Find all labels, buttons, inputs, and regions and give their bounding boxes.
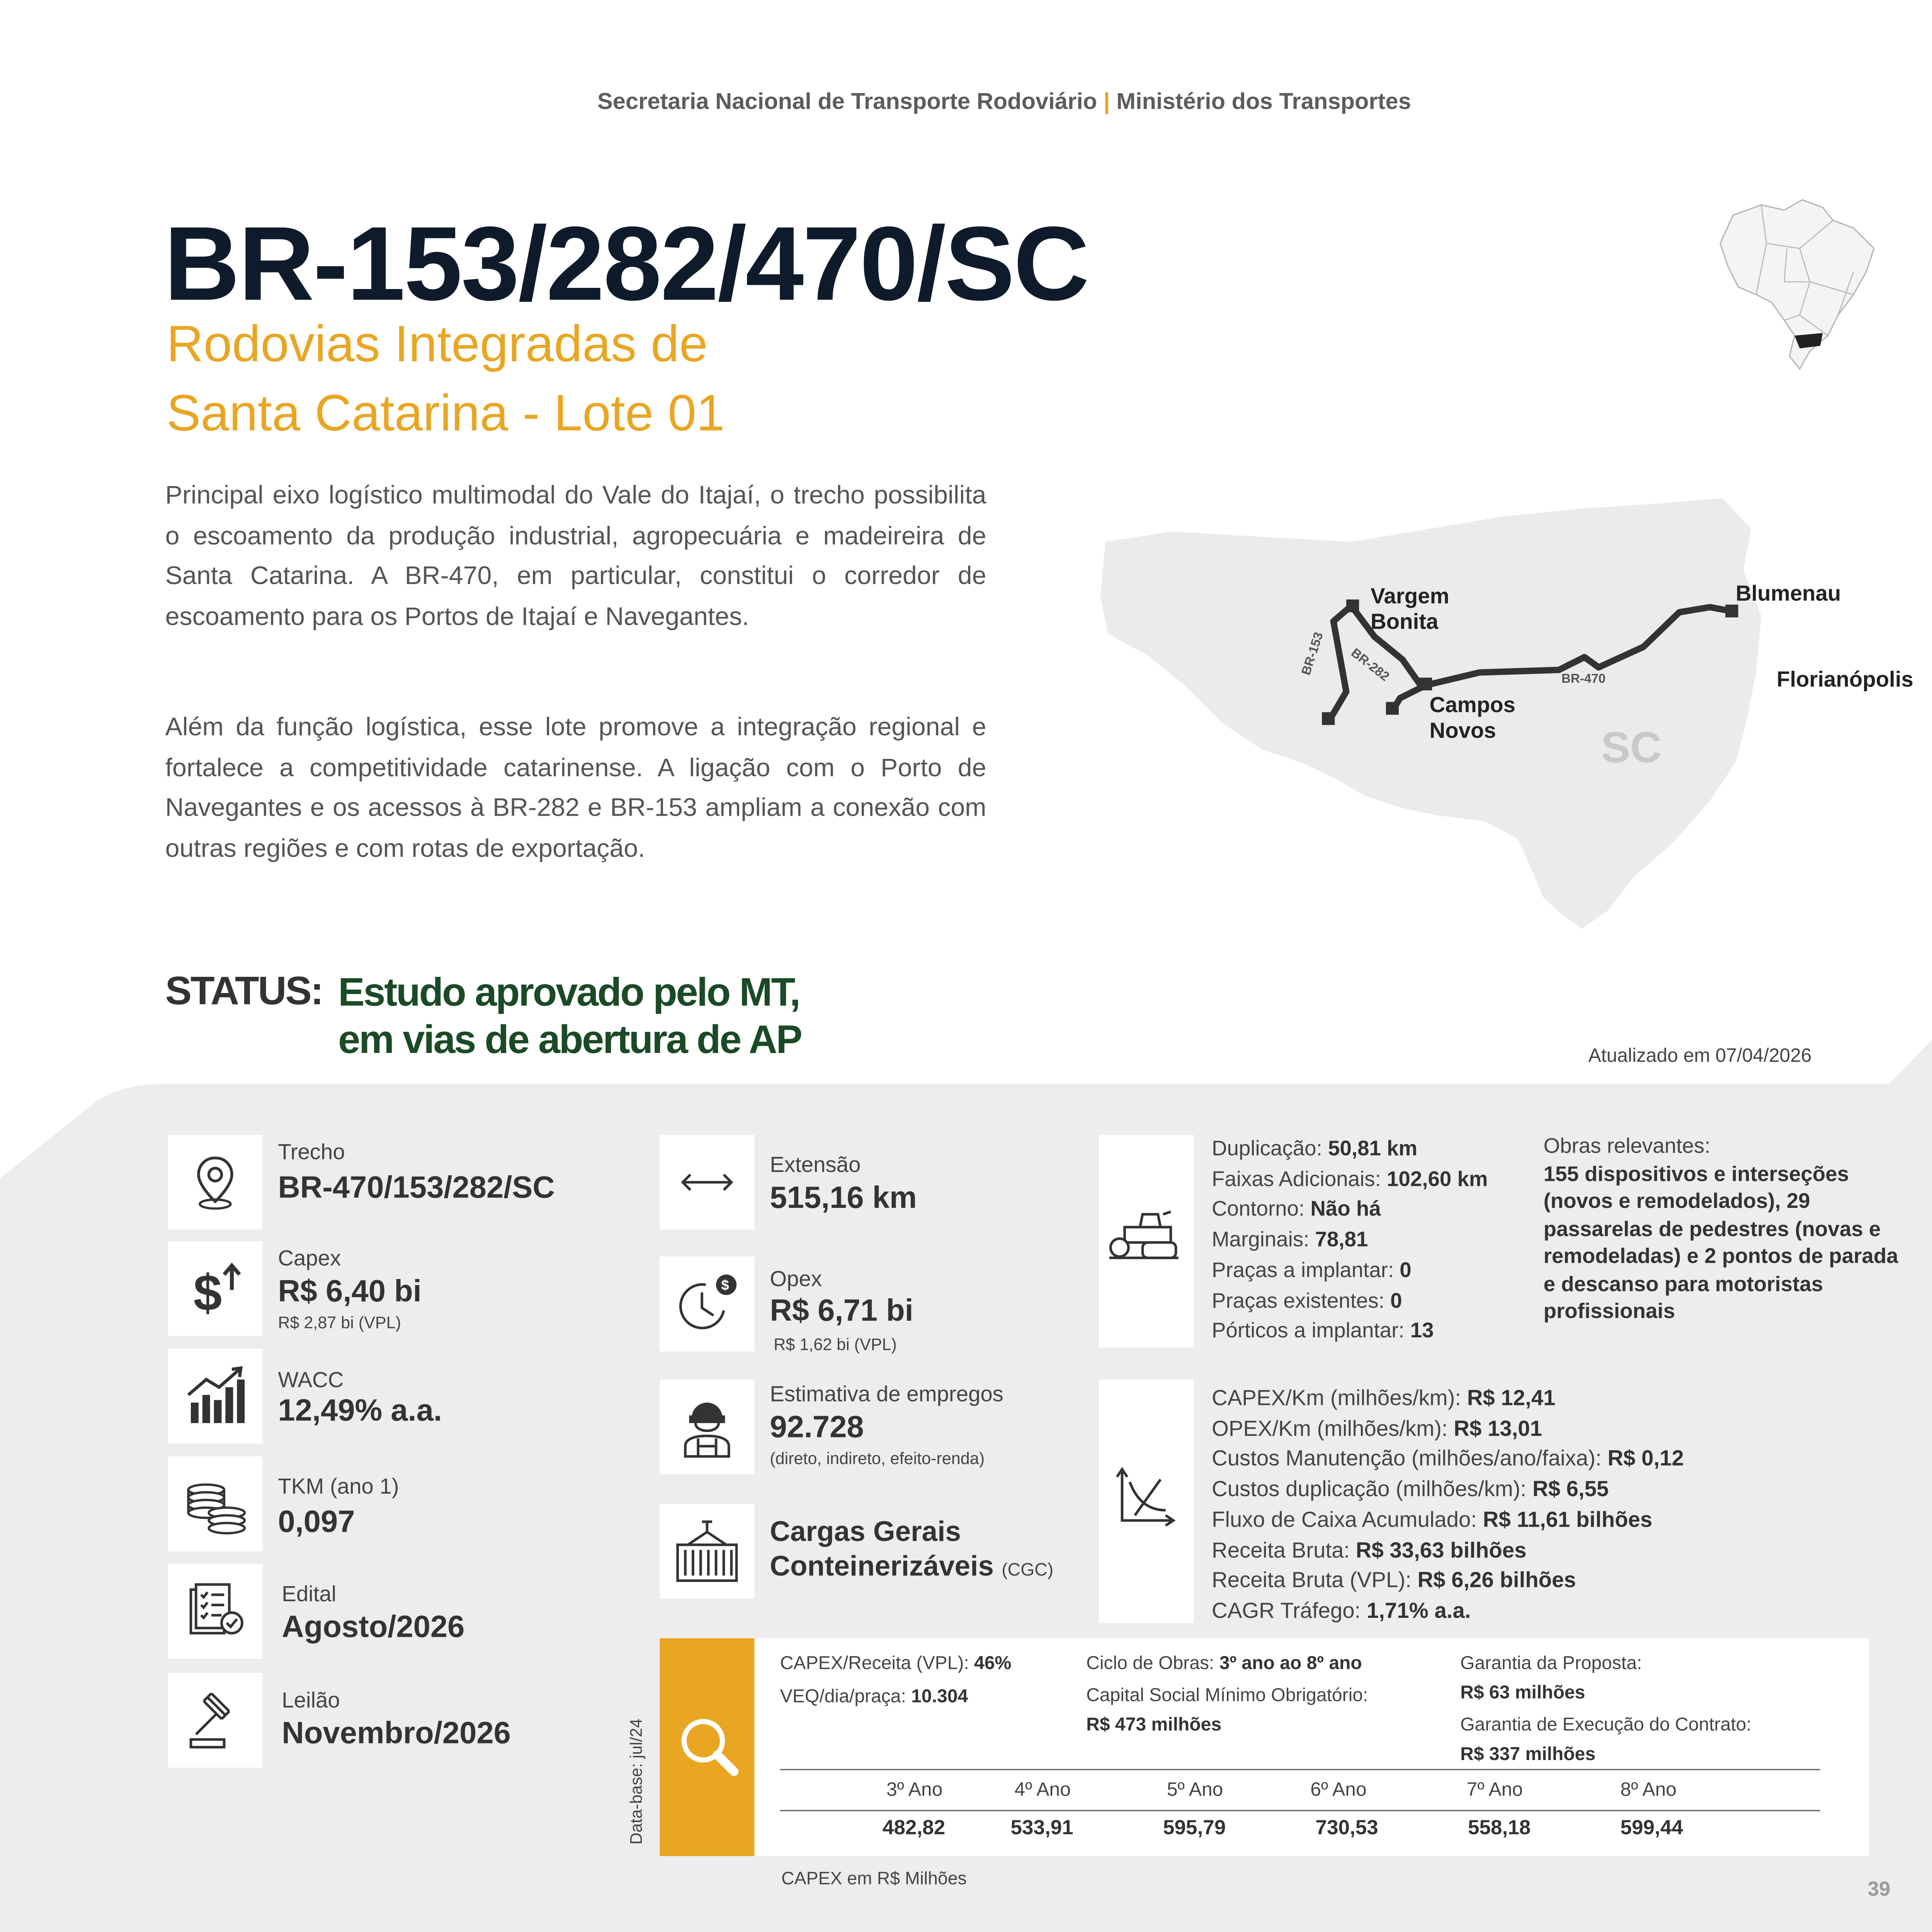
header-separator: | [1103,88,1110,114]
year-value: 558,18 [1468,1817,1531,1840]
cargas-note: (CGC) [1002,1559,1054,1580]
year-value: 730,53 [1315,1817,1378,1840]
worker-icon [660,1379,754,1474]
capital-social-label: Capital Social Mínimo Obrigatório: [1086,1685,1368,1706]
capex-vpl: R$ 2,87 bi (VPL) [278,1313,401,1332]
status-label: STATUS: [165,968,323,1014]
map-label-florianopolis: Florianópolis [1776,667,1913,692]
org-right: Ministério dos Transportes [1116,88,1411,114]
financial-item: OPEX/Km (milhões/km): R$ 13,01 [1211,1416,1543,1441]
page-number: 39 [1867,1879,1891,1901]
works-item: Praças a implantar: 0 [1211,1259,1412,1282]
gavel-icon [168,1673,262,1767]
intro-paragraph-2: Além da função logística, esse lote promove a integração regional e fortalece a competitividade catarinense. A ligação com o Porto de Navegantes e os acessos à BR-282 e BR-153 ampliam a conexão com outras regiões e com rotas de exportação. [165,713,986,863]
extensao-label: Extensão [770,1153,861,1177]
road-label-br153: BR-153 [1299,631,1327,677]
status-line-2: em vias de abertura de AP [338,1017,801,1062]
capex-receita: CAPEX/Receita (VPL): 46% [780,1653,1012,1674]
obras-relevantes [1544,1134,1900,1327]
road-roller-icon [1099,1135,1194,1347]
double-arrow-icon [660,1135,754,1230]
org-left: Secretaria Nacional de Transporte Rodoviário [597,88,1097,114]
garantia-execucao-value: R$ 337 milhões [1460,1745,1596,1765]
brazil-map-icon [1710,192,1889,371]
obras-label: Obras relevantes: [1543,1135,1711,1158]
financial-item: Custos duplicação (milhões/km): R$ 6,55 [1211,1477,1609,1502]
cargas-value-2: Conteinerizáveis (CGC) [770,1550,1054,1582]
year-header: 8º Ano [1620,1779,1677,1801]
magnifier-icon [660,1638,754,1856]
dollar-up-icon [168,1241,262,1336]
year-header: 4º Ano [1014,1779,1071,1801]
year-header: 3º Ano [886,1779,943,1801]
capex-note: CAPEX em R$ Milhões [781,1867,967,1888]
wacc-value: 12,49% a.a. [278,1393,442,1429]
cargas-value-1: Cargas Gerais [770,1515,961,1548]
works-list [1212,1135,1488,1347]
works-item: Contorno: Não há [1211,1198,1381,1221]
trecho-label: Trecho [278,1140,345,1165]
year-header: 5º Ano [1167,1779,1223,1801]
financials-list [1212,1383,1684,1626]
capex-card-accent [660,1638,754,1856]
financial-item: Receita Bruta (VPL): R$ 6,26 bilhões [1211,1568,1576,1593]
leilao-label: Leilão [282,1688,340,1713]
year-header: 6º Ano [1310,1779,1367,1801]
tkm-label: TKM (ano 1) [278,1474,399,1499]
trecho-value: BR-470/153/282/SC [278,1170,555,1206]
status-line-1: Estudo aprovado pelo MT, [338,969,799,1015]
veq-dia: VEQ/dia/praça: 10.304 [780,1687,968,1708]
map-state-label: SC [1601,723,1662,772]
updated-date: Atualizado em 07/04/2026 [1588,1045,1812,1067]
svg-text:$: $ [721,1277,729,1293]
year-value: 533,91 [1010,1817,1073,1840]
svg-text:$: $ [193,1264,222,1322]
table-rule-top [780,1769,1820,1770]
chart-axes-icon [1099,1379,1194,1623]
bar-chart-growth-icon [168,1349,262,1444]
financial-item: Fluxo de Caixa Acumulado: R$ 11,61 bilhões [1211,1507,1653,1532]
works-item: Duplicação: 50,81 km [1211,1137,1418,1161]
edital-value: Agosto/2026 [282,1610,465,1645]
garantia-proposta-label: Garantia da Proposta: [1460,1653,1642,1674]
year-header: 7º Ano [1466,1779,1523,1801]
map-label-blumenau: Blumenau [1735,582,1841,606]
status-text [338,968,801,1063]
page-title: BR-153/282/470/SC [164,206,1088,323]
financial-item: Custos Manutenção (milhões/ano/faixa): R$ 0,12 [1211,1446,1684,1471]
works-item: Faixas Adicionais: 102,60 km [1211,1168,1488,1191]
map-label-campos-novos: Campos Novos [1429,693,1515,743]
financial-item: CAGR Tráfego: 1,71% a.a. [1211,1598,1471,1623]
capex-value: R$ 6,40 bi [278,1274,422,1309]
empregos-label: Estimativa de empregos [770,1382,1003,1406]
coins-stack-icon [168,1456,262,1551]
container-crane-icon [660,1504,754,1599]
subtitle-line-1: Rodovias Integradas de [166,316,708,373]
year-value: 595,79 [1163,1817,1226,1840]
capital-social-value: R$ 473 milhões [1086,1715,1222,1736]
extensao-value: 515,16 km [770,1181,917,1216]
road-label-br282: BR-282 [1348,646,1391,685]
clock-dollar-icon [660,1257,754,1351]
database-label [626,1798,646,1844]
empregos-value: 92.728 [770,1410,864,1445]
year-value: 482,82 [883,1817,946,1840]
opex-label: Opex [770,1267,822,1291]
works-item: Pórticos a implantar: 13 [1211,1320,1434,1343]
empregos-note: (direto, indireto, efeito-renda) [770,1449,985,1468]
table-rule-mid [780,1810,1820,1811]
capex-label: Capex [278,1246,341,1271]
financial-item: Receita Bruta: R$ 33,63 bilhões [1211,1537,1527,1562]
subtitle-line-2: Santa Catarina - Lote 01 [166,385,725,442]
garantia-proposta-value: R$ 63 milhões [1460,1683,1585,1704]
opex-vpl: R$ 1,62 bi (VPL) [774,1335,897,1354]
works-item: Marginais: 78,81 [1211,1228,1368,1252]
leilao-value: Novembro/2026 [282,1716,511,1751]
works-item: Praças existentes: 0 [1211,1289,1402,1313]
edital-label: Edital [282,1582,337,1607]
page-subtitle [167,310,725,448]
garantia-execucao-label: Garantia de Execução do Contrato: [1460,1715,1752,1736]
document-check-icon [168,1564,262,1659]
financial-item: CAPEX/Km (milhões/km): R$ 12,41 [1211,1386,1556,1410]
ciclo-obras: Ciclo de Obras: 3º ano ao 8º ano [1086,1653,1362,1674]
road-label-br470: BR-470 [1561,672,1606,687]
page-header [0,88,1932,116]
opex-value: R$ 6,71 bi [770,1294,913,1328]
tkm-value: 0,097 [278,1505,355,1540]
location-pin-icon [168,1135,262,1230]
intro-paragraph-1: Principal eixo logístico multimodal do Vale do Itajaí, o trecho possibilita o escoamento da produção industrial, agropecuária e madeireira de Santa Catarina. A BR-470, em particular, constitui o corredor de escoamento para os Portos de Itajaí e Navegantes. [165,481,986,631]
map-label-vargem-bonita: Vargem Bonita [1371,584,1449,634]
year-value: 599,44 [1620,1817,1683,1840]
obras-text: 155 dispositivos e interseções (novos e remodelados), 29 passarelas de pedestres (novas e remodeladas) e 2 pontos de parada e descanso para motoristas profissionais [1543,1162,1898,1323]
wacc-label: WACC [278,1368,344,1393]
